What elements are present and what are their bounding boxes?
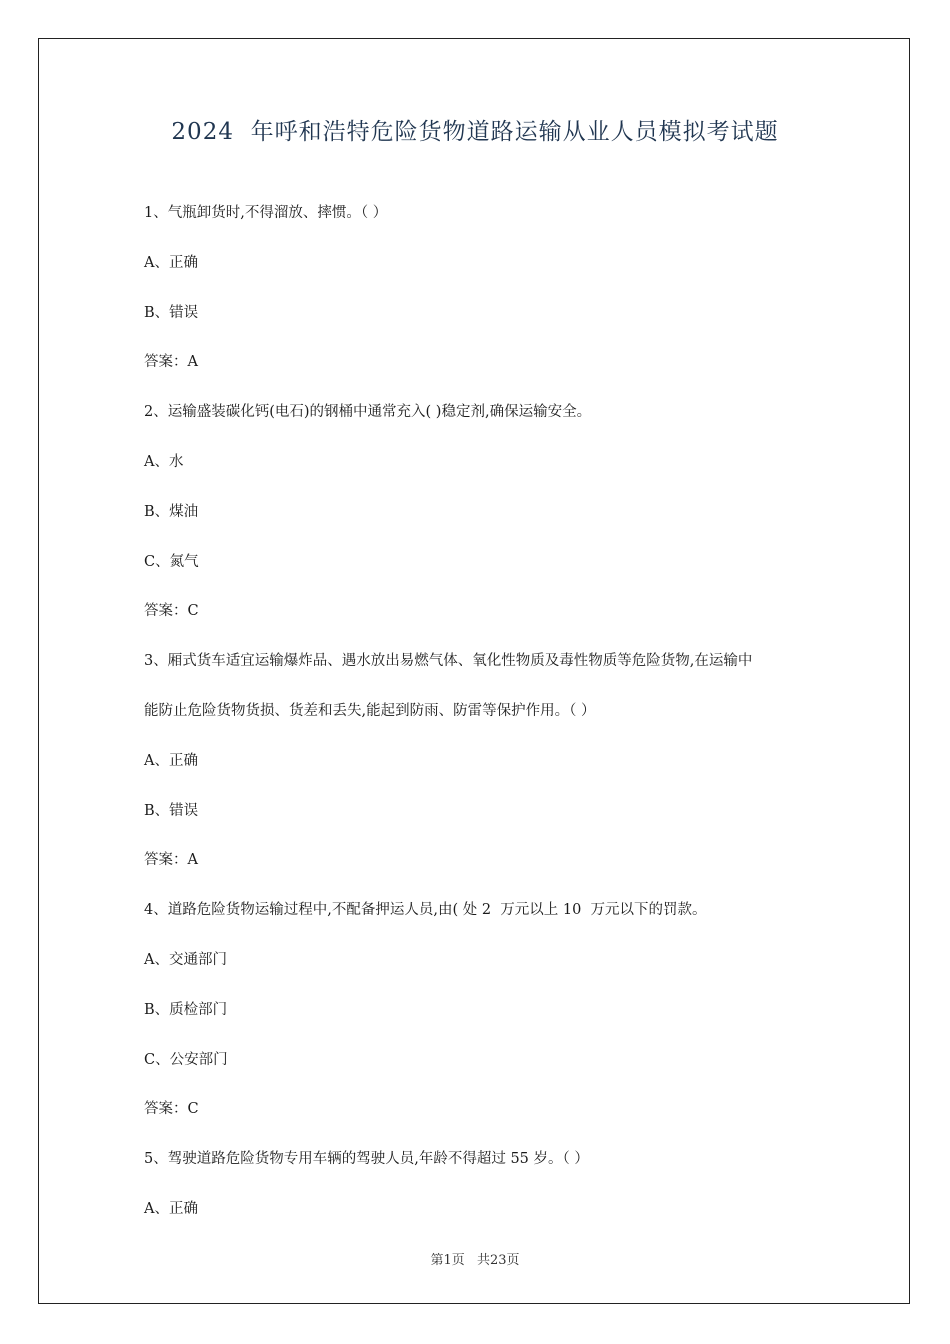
- document-line: 答案：C: [144, 1101, 199, 1118]
- document-line: 5、驾驶道路危险货物专用车辆的驾驶人员,年龄不得超过 55 岁。（ ）: [144, 1151, 589, 1168]
- document-line: 4、道路危险货物运输过程中,不配备押运人员,由( 处 2 万元以上 10 万元以下的罚款。: [144, 902, 707, 919]
- document-title: 2024 年呼和浩特危险货物道路运输从业人员模拟考试题: [171, 119, 779, 145]
- document-line: A、水: [144, 454, 184, 470]
- document-line: B、错误: [144, 802, 199, 819]
- document-line: 答案：A: [144, 354, 198, 371]
- document-line: 2、运输盛装碳化钙(电石)的钢桶中通常充入( )稳定剂,确保运输安全。: [144, 404, 592, 421]
- document-line: A、正确: [144, 752, 198, 769]
- document-line: A、交通部门: [144, 952, 227, 968]
- document-line: B、煤油: [144, 503, 199, 520]
- document-line: C、公安部门: [144, 1051, 228, 1068]
- document-line: C、氮气: [144, 553, 199, 570]
- document-line: 1、气瓶卸货时,不得溜放、摔惯。（ ）: [144, 205, 388, 221]
- document-line: 答案：A: [144, 852, 198, 869]
- page-footer: [0, 1249, 950, 1268]
- document-line: B、错误: [144, 304, 199, 321]
- document-line: A、正确: [144, 254, 198, 271]
- document-line: B、质检部门: [144, 1001, 228, 1018]
- page-number: 第1页: [430, 1253, 465, 1268]
- document-line: 能防止危险货物货损、货差和丢失,能起到防雨、防雷等保护作用。（ ）: [144, 703, 596, 719]
- document-line: 答案：C: [144, 603, 199, 620]
- document-line: A、正确: [144, 1201, 198, 1217]
- page-total: 共23页: [476, 1253, 520, 1268]
- document-line: 3、厢式货车适宜运输爆炸品、遇水放出易燃气体、氧化性物质及毒性物质等危险货物,在运输中: [144, 653, 753, 670]
